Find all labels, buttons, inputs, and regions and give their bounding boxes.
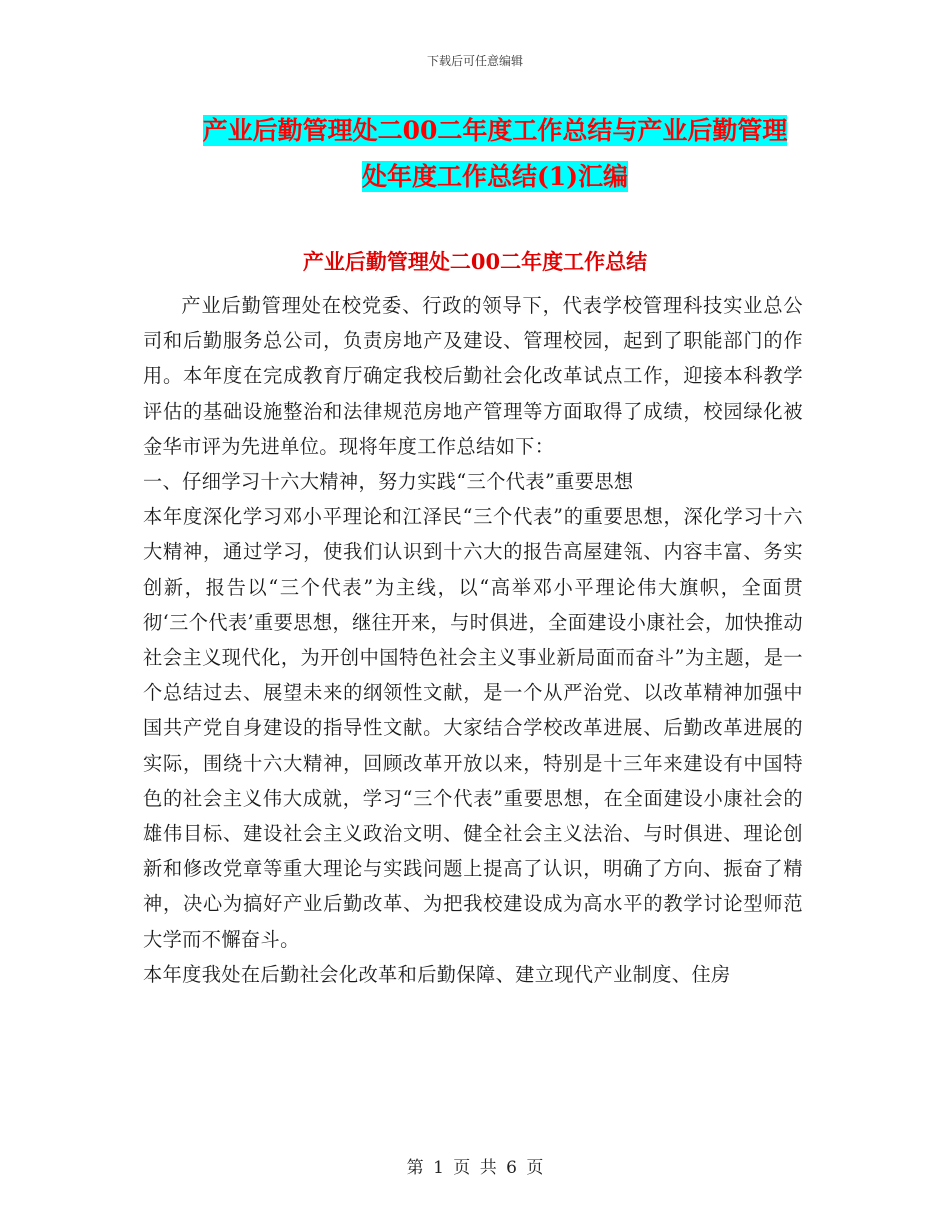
document-body (143, 288, 803, 992)
paragraph-study: 本年度深化学习邓小平理论和江泽民“三个代表”的重要思想，深化学习十六大精神，通过学习，使我们认识到十六大的报告高屋建瓴、内容丰富、务实创新，报告以“三个代表”为主线，以“高举邓小平理论伟大旗帜，全面贯彻‘三个代表’重要思想，继往开来，与时俱进，全面建设小康社会，加快推动社会主义现代化，为开创中国特色社会主义事业新局面而奋斗”为主题，是一个总结过去、展望未来的纲领性文献，是一个从严治党、以改革精神加强中国共产党自身建设的指导性文献。大家结合学校改革进展、后勤改革进展的实际，围绕十六大精神，回顾改革开放以来，特别是十三年来建设有中国特色的社会主义伟大成就，学习“三个代表”重要思想，在全面建设小康社会的雄伟目标、建设社会主义政治文明、健全社会主义法治、与时俱进、理论创新和修改党章等重大理论与实践问题上提高了认识，明确了方向、振奋了精神，决心为搞好产业后勤改革、为把我校建设成为高水平的教学讨论型师范大学而不懈奋斗。 (143, 505, 803, 951)
paragraph-heading-1: 一、仔细学习十六大精神，努力实践“三个代表”重要思想 (143, 470, 634, 494)
paragraph-intro: 产业后勤管理处在校党委、行政的领导下，代表学校管理科技实业总公司和后勤服务总公司，负责房地产及建设、管理校园，起到了职能部门的作用。本年度在完成教育厅确定我校后勤社会化改革试点工作，迎接本科教学评估的基础设施整治和法律规范房地产管理等方面取得了成绩，校园绿化被金华市评为先进单位。现将年度工作总结如下： (143, 294, 803, 458)
document-title (140, 108, 850, 200)
document-title-line-2: 处年度工作总结(1)汇编 (361, 162, 629, 191)
section-title: 产业后勤管理处二00二年度工作总结 (302, 249, 648, 274)
paragraph-continuation: 本年度我处在后勤社会化改革和后勤保障、建立现代产业制度、住房 (143, 962, 731, 986)
document-title-line-1: 产业后勤管理处二00二年度工作总结与产业后勤管理 (202, 116, 788, 145)
page-header-note: 下载后可任意编辑 (426, 54, 523, 68)
page-number-footer: 第 1 页 共 6 页 (406, 1158, 544, 1178)
